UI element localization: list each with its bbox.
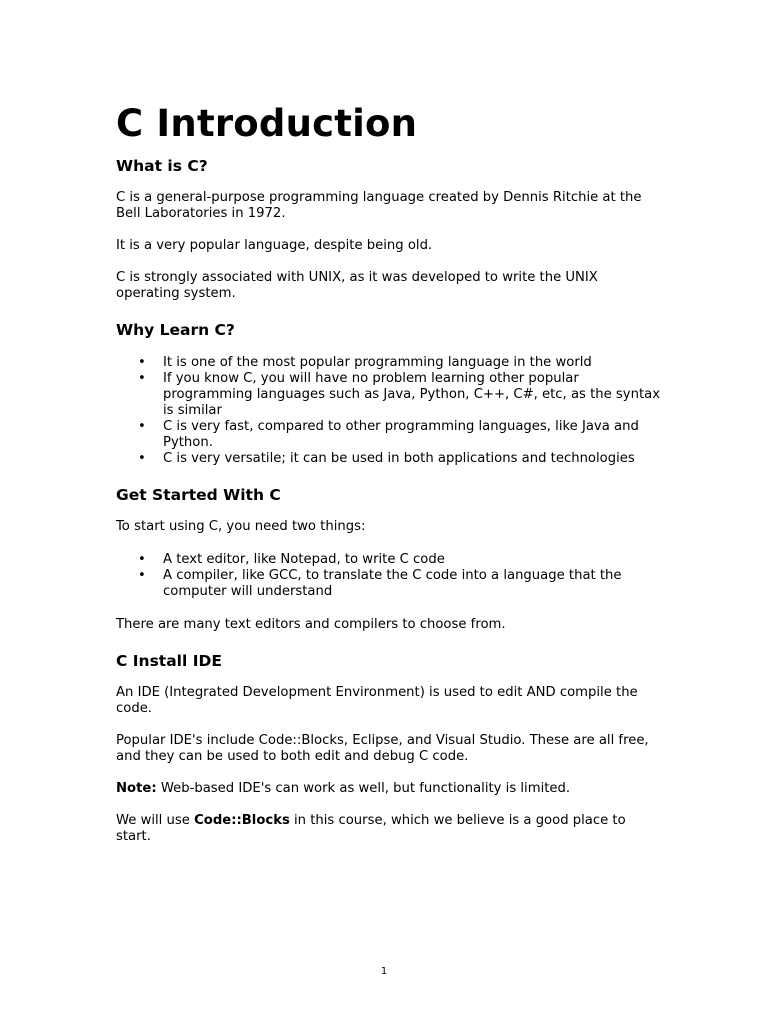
heading-why-learn-c: Why Learn C? xyxy=(116,321,235,339)
heading-what-is-c: What is C? xyxy=(116,157,208,175)
paragraph-ide-2: Popular IDE's include Code::Blocks, Eclipse, and Visual Studio. These are all free, and they can be used to both edit and debug C code. xyxy=(116,733,649,764)
final-text-bold: Code::Blocks xyxy=(194,813,290,828)
paragraph-what-2: It is a very popular language, despite being old. xyxy=(116,238,433,253)
list-item: • C is very versatile; it can be used in both applications and technologies xyxy=(116,451,661,467)
final-text-before: We will use xyxy=(116,813,195,828)
get-started-list xyxy=(116,552,661,600)
paragraph-what-3: C is strongly associated with UNIX, as it was developed to write the UNIX operating system. xyxy=(116,270,598,301)
final-text-after: in this course, which we believe is a good place to start. xyxy=(116,813,626,844)
list-item: • It is one of the most popular programming language in the world xyxy=(116,355,661,371)
note-label: Note: xyxy=(116,781,157,796)
page-title: C Introduction xyxy=(116,102,418,145)
paragraph-get-started-intro: To start using C, you need two things: xyxy=(116,519,366,534)
heading-get-started: Get Started With C xyxy=(116,486,281,504)
list-item: • A text editor, like Notepad, to write C code xyxy=(116,552,661,568)
list-item: • If you know C, you will have no problem learning other popular programming languages such as Java, Python, C++, C#, etc, as the syntax is similar xyxy=(116,371,661,419)
page-number: 1 xyxy=(380,966,388,977)
list-item: • A compiler, like GCC, to translate the C code into a language that the computer will understand xyxy=(116,568,661,600)
paragraph-get-started-outro: There are many text editors and compilers to choose from. xyxy=(116,617,506,632)
paragraph-final xyxy=(116,813,661,845)
document-page xyxy=(116,98,661,845)
heading-install-ide: C Install IDE xyxy=(116,652,222,670)
list-item: • C is very fast, compared to other programming languages, like Java and Python. xyxy=(116,419,661,451)
paragraph-note xyxy=(116,781,661,797)
paragraph-ide-1: An IDE (Integrated Development Environment) is used to edit AND compile the code. xyxy=(116,685,638,716)
paragraph-what-1: C is a general-purpose programming language created by Dennis Ritchie at the Bell Laboratories in 1972. xyxy=(116,190,642,221)
note-text: Web-based IDE's can work as well, but functionality is limited. xyxy=(156,781,571,796)
why-learn-list xyxy=(116,355,661,467)
